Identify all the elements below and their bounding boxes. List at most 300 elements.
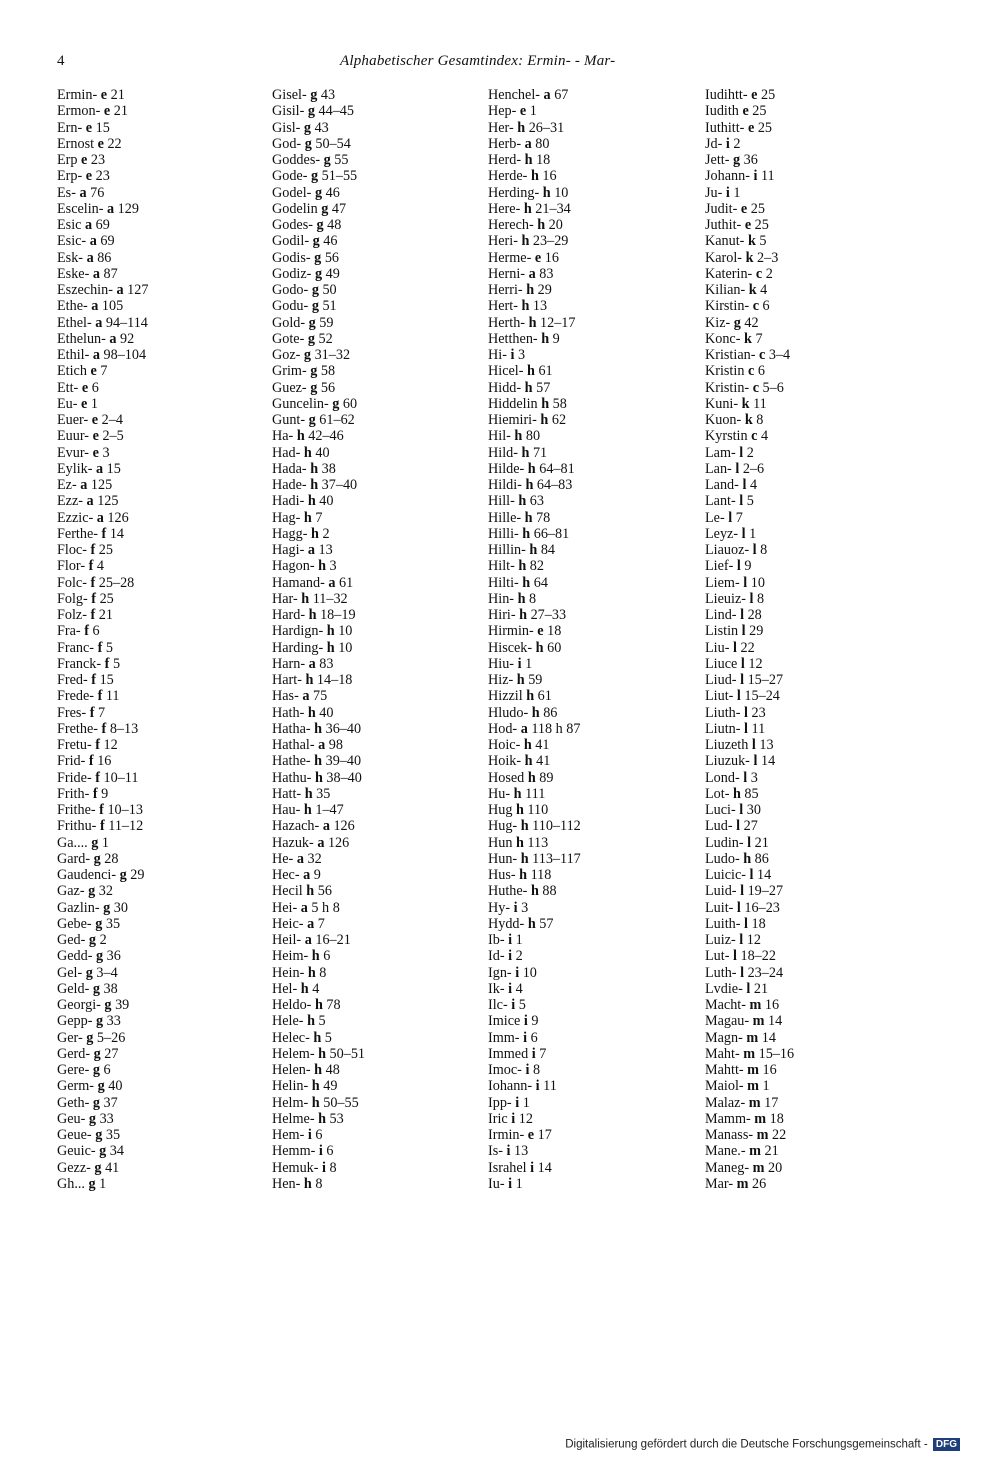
entry-reference: 8 <box>329 1159 337 1176</box>
index-entry <box>705 331 920 347</box>
index-entry <box>272 120 487 136</box>
entry-name: Herd- <box>488 152 522 168</box>
entry-reference: 42 <box>744 314 759 331</box>
entry-name: Fres- <box>57 704 87 721</box>
entry-letter: h <box>732 785 741 802</box>
entry-letter: h <box>513 785 522 802</box>
index-entry <box>705 575 920 591</box>
index-entry <box>57 233 272 249</box>
index-entry <box>488 1030 703 1046</box>
entry-name: Lot- <box>705 785 730 802</box>
entry-name: Her- <box>488 119 514 136</box>
entry-name: Hathal- <box>272 737 315 753</box>
index-entry <box>57 1111 272 1127</box>
entry-letter: f <box>97 639 103 656</box>
entry-letter: l <box>728 509 733 526</box>
index-entry <box>488 412 703 428</box>
index-entry <box>705 851 920 867</box>
index-entry <box>488 152 703 168</box>
entry-letter: f <box>88 753 94 770</box>
entry-reference: 21–34 <box>535 200 571 217</box>
entry-reference: 25 <box>760 87 776 103</box>
entry-name: Liu- <box>705 639 730 656</box>
index-entry <box>705 997 920 1013</box>
entry-reference: 6 <box>762 298 770 315</box>
entry-reference: 6 <box>91 379 99 396</box>
entry-letter: h <box>318 558 326 575</box>
index-column-2 <box>272 87 487 1192</box>
entry-name: Herth- <box>488 314 526 331</box>
index-entry <box>488 835 703 851</box>
entry-name: Jett- <box>705 152 730 168</box>
entry-name: Liuce <box>705 655 738 672</box>
entry-letter: i <box>523 1013 528 1030</box>
entry-name: Ipp- <box>488 1094 512 1111</box>
entry-reference: 21 <box>753 980 769 997</box>
entry-name: Iric <box>488 1110 508 1127</box>
entry-name: Hillin- <box>488 542 526 558</box>
entry-letter: a <box>116 282 124 298</box>
entry-reference: 3 <box>750 769 758 786</box>
index-entry <box>272 688 487 704</box>
index-entry <box>488 916 703 932</box>
index-entry <box>57 1062 272 1078</box>
entry-letter: m <box>749 1143 761 1160</box>
entry-letter: e <box>747 119 755 136</box>
entry-reference: 15–16 <box>758 1045 795 1062</box>
entry-reference: 38 <box>321 460 336 477</box>
entry-name: Liuth- <box>705 704 741 721</box>
entry-letter: h <box>307 704 316 721</box>
entry-letter: c <box>752 298 759 315</box>
entry-reference: 11 <box>760 168 775 185</box>
index-entry <box>57 250 272 266</box>
index-entry <box>272 363 487 379</box>
entry-reference: 92 <box>120 330 135 347</box>
entry-reference: 2 <box>322 525 330 542</box>
index-entry <box>488 250 703 266</box>
entry-reference: 25 <box>98 542 113 558</box>
entry-letter: l <box>740 655 745 672</box>
index-entry <box>57 1160 272 1176</box>
index-entry <box>57 786 272 802</box>
entry-letter: c <box>758 347 766 363</box>
index-entry <box>57 510 272 526</box>
entry-reference: 6 <box>92 623 100 640</box>
index-entry <box>488 753 703 769</box>
entry-letter: g <box>93 850 101 867</box>
entry-letter: l <box>743 769 748 786</box>
entry-name: Malaz- <box>705 1094 746 1111</box>
entry-name: Kristin- <box>705 379 750 396</box>
index-entry <box>272 445 487 461</box>
entry-name: Maiol- <box>705 1078 744 1095</box>
index-entry <box>488 883 703 899</box>
index-entry <box>705 591 920 607</box>
entry-name: Manass- <box>705 1127 754 1143</box>
entry-name: Heim- <box>272 948 309 965</box>
entry-letter: a <box>304 932 312 948</box>
entry-letter: a <box>109 330 117 347</box>
entry-name: Helin- <box>272 1078 309 1095</box>
index-entry <box>57 1030 272 1046</box>
entry-name: Hu- <box>488 785 511 802</box>
index-entry <box>705 1095 920 1111</box>
entry-reference: 51 <box>322 298 337 315</box>
entry-name: Geu- <box>57 1110 86 1127</box>
entry-name: Hilti- <box>488 574 519 591</box>
index-entry <box>57 802 272 818</box>
entry-reference: 15–24 <box>744 688 780 705</box>
entry-reference: 1 <box>749 525 757 542</box>
entry-letter: l <box>739 444 744 461</box>
entry-reference: 11 <box>105 688 120 705</box>
entry-name: Hydd- <box>488 915 525 932</box>
entry-name: Iu- <box>488 1175 505 1192</box>
index-entry <box>705 1143 920 1159</box>
entry-name: Hiu- <box>488 655 515 672</box>
entry-reference: 127 <box>127 282 149 298</box>
entry-letter: m <box>746 1029 759 1046</box>
index-entry <box>272 347 487 363</box>
entry-reference: 12 <box>748 655 763 672</box>
entry-name: Escelin- <box>57 200 104 217</box>
entry-reference: 8 <box>529 590 537 607</box>
entry-name: Hosed <box>488 769 525 786</box>
entry-reference: 62 <box>551 412 567 428</box>
entry-letter: i <box>508 932 513 948</box>
entry-letter: g <box>303 119 312 136</box>
index-entry <box>705 428 920 444</box>
entry-letter: i <box>525 1062 530 1078</box>
entry-reference: 12–17 <box>540 314 576 331</box>
entry-letter: f <box>97 688 103 705</box>
index-entry <box>272 997 487 1013</box>
entry-name: Hille- <box>488 509 522 526</box>
entry-letter: h <box>527 769 536 786</box>
index-entry <box>272 591 487 607</box>
entry-name: Geuic- <box>57 1143 96 1160</box>
index-entry <box>272 981 487 997</box>
entry-reference: 13 <box>759 737 774 753</box>
entry-reference: 50 <box>322 282 337 298</box>
entry-name: Gh... <box>57 1175 85 1192</box>
entry-letter: h <box>318 1110 326 1127</box>
index-entry <box>705 835 920 851</box>
entry-name: Gedd- <box>57 948 93 965</box>
entry-reference: 25 <box>752 103 767 120</box>
index-entry <box>272 607 487 623</box>
entry-letter: g <box>91 834 99 851</box>
index-entry <box>272 802 487 818</box>
entry-name: Heldo- <box>272 997 312 1013</box>
index-entry <box>488 217 703 233</box>
index-entry <box>705 883 920 899</box>
entry-reference: 21 <box>764 1143 779 1160</box>
entry-reference: 86 <box>754 850 769 867</box>
entry-letter: h <box>529 542 538 558</box>
entry-letter: l <box>739 932 744 948</box>
entry-reference: 105 <box>101 298 124 315</box>
entry-name: Fred- <box>57 672 88 688</box>
entry-reference: 14 <box>761 1029 776 1046</box>
entry-name: Guez- <box>272 379 307 396</box>
entry-name: Hazuk- <box>272 834 314 851</box>
index-entry <box>57 623 272 639</box>
entry-name: Iudith <box>705 103 739 120</box>
entry-name: Johann- <box>705 168 750 185</box>
entry-name: Gard- <box>57 850 91 867</box>
index-entry <box>705 201 920 217</box>
entry-reference: 5 <box>324 1029 332 1046</box>
entry-letter: i <box>531 1045 536 1062</box>
entry-reference: 37 <box>103 1094 118 1111</box>
index-entry <box>488 1013 703 1029</box>
entry-letter: g <box>103 899 111 916</box>
index-entry <box>57 380 272 396</box>
index-entry <box>488 363 703 379</box>
index-entry <box>57 1013 272 1029</box>
entry-letter: h <box>314 769 323 786</box>
index-entry <box>705 948 920 964</box>
index-entry <box>488 948 703 964</box>
entry-name: Erp- <box>57 168 83 185</box>
entry-name: Hel- <box>272 980 298 997</box>
entry-reference: 23 <box>95 168 110 185</box>
entry-reference: 29 <box>130 867 145 883</box>
entry-reference: 110 <box>527 802 549 818</box>
index-entry <box>705 87 920 103</box>
footer-text: Digitalisierung gefördert durch die Deutsche Forschungsgemeinschaft - <box>565 1438 928 1451</box>
entry-letter: a <box>96 509 104 526</box>
entry-reference: 8 <box>532 1062 541 1078</box>
entry-reference: 19–27 <box>747 883 784 900</box>
index-entry <box>705 1078 920 1094</box>
entry-reference: 87 <box>103 265 118 282</box>
entry-reference: 50–54 <box>315 135 351 152</box>
entry-name: Hug- <box>488 818 518 835</box>
entry-name: Ezzic- <box>57 509 94 526</box>
entry-name: Ern- <box>57 119 83 136</box>
entry-reference: 11–32 <box>312 590 348 607</box>
entry-reference: 3–4 <box>96 964 118 981</box>
entry-name: Godel- <box>272 184 312 201</box>
entry-name: Goddes- <box>272 152 321 168</box>
entry-name: Hi- <box>488 347 507 363</box>
entry-reference: 29 <box>537 282 552 298</box>
index-entry <box>488 1143 703 1159</box>
entry-letter: g <box>95 1127 103 1143</box>
entry-letter: l <box>741 623 746 640</box>
index-entry <box>488 672 703 688</box>
entry-reference: 43 <box>314 119 329 136</box>
index-entry <box>488 640 703 656</box>
index-entry <box>705 461 920 477</box>
entry-reference: 60 <box>342 395 358 412</box>
index-entry <box>705 266 920 282</box>
entry-letter: h <box>314 1062 323 1078</box>
entry-name: Hadi- <box>272 493 305 510</box>
entry-name: God- <box>272 135 302 152</box>
entry-reference: 78 <box>536 509 551 526</box>
index-entry <box>705 542 920 558</box>
index-entry <box>705 380 920 396</box>
entry-letter: g <box>314 184 323 201</box>
index-entry <box>272 493 487 509</box>
entry-letter: g <box>323 152 331 168</box>
index-entry <box>488 103 703 119</box>
entry-reference: 35 <box>105 915 121 932</box>
index-entry <box>57 347 272 363</box>
entry-letter: i <box>511 997 516 1013</box>
entry-name: Ez- <box>57 477 77 493</box>
entry-reference: 1 <box>762 1078 770 1095</box>
entry-name: Mar- <box>705 1175 734 1192</box>
entry-letter: m <box>736 1175 749 1192</box>
entry-letter: e <box>81 379 89 396</box>
entry-reference: 21 <box>113 103 128 120</box>
entry-name: Hard- <box>272 607 306 623</box>
entry-name: Listin <box>705 623 739 640</box>
entry-name: Konc- <box>705 330 741 347</box>
index-entry <box>57 461 272 477</box>
index-entry <box>272 412 487 428</box>
entry-name: Juthit- <box>705 217 742 233</box>
index-entry <box>488 168 703 184</box>
entry-letter: f <box>92 785 98 802</box>
entry-letter: f <box>101 720 107 737</box>
entry-letter: i <box>511 1110 516 1127</box>
entry-reference: 23 <box>751 704 766 721</box>
entry-name: Fra- <box>57 623 81 640</box>
entry-reference: 13 <box>514 1143 529 1160</box>
entry-name: Immed <box>488 1045 529 1062</box>
index-entry <box>488 721 703 737</box>
index-entry <box>272 1062 487 1078</box>
index-entry <box>272 883 487 899</box>
entry-reference: 88 <box>542 883 557 900</box>
entry-name: Katerin- <box>705 265 753 282</box>
entry-letter: h <box>516 672 525 688</box>
entry-reference: 1 <box>733 184 741 201</box>
entry-name: Gisel- <box>272 87 307 103</box>
entry-reference: 26 <box>752 1175 767 1192</box>
entry-reference: 14 <box>109 525 124 542</box>
entry-name: Frithu- <box>57 818 97 835</box>
entry-name: Kristian- <box>705 347 756 363</box>
entry-letter: h <box>514 428 523 445</box>
entry-letter: i <box>753 168 758 185</box>
entry-name: Hiz- <box>488 672 514 688</box>
index-entry <box>488 770 703 786</box>
index-entry <box>272 770 487 786</box>
index-entry <box>57 705 272 721</box>
entry-name: Lvdie- <box>705 980 743 997</box>
entry-reference: 51–55 <box>321 168 358 185</box>
entry-letter: l <box>739 802 744 818</box>
entry-reference: 8 <box>319 964 327 981</box>
entry-reference: 5–26 <box>96 1029 126 1046</box>
entry-reference: 7 <box>755 330 763 347</box>
index-entry <box>57 965 272 981</box>
index-entry <box>488 900 703 916</box>
entry-name: Hizzil <box>488 688 523 705</box>
entry-letter: a <box>300 899 308 916</box>
index-entry <box>488 965 703 981</box>
index-entry <box>272 705 487 721</box>
entry-name: Irmin- <box>488 1127 525 1143</box>
entry-letter: h <box>524 753 533 770</box>
entry-letter: h <box>530 168 539 185</box>
entry-reference: 64–83 <box>536 477 573 493</box>
index-entry <box>272 672 487 688</box>
entry-name: Heic- <box>272 915 304 932</box>
entry-reference: 3 <box>521 899 529 916</box>
index-entry <box>272 786 487 802</box>
entry-name: Kyrstin <box>705 428 748 445</box>
entry-reference: 14 <box>768 1013 783 1030</box>
index-entry <box>272 266 487 282</box>
entry-reference: 17 <box>537 1127 552 1143</box>
index-entry <box>705 363 920 379</box>
entry-letter: f <box>89 704 95 721</box>
entry-name: Hemm- <box>272 1143 316 1160</box>
entry-name: Hart- <box>272 672 302 688</box>
index-entry <box>272 380 487 396</box>
entry-reference: 7 <box>539 1045 547 1062</box>
entry-name: Georgi- <box>57 997 101 1013</box>
entry-name: Herri- <box>488 282 523 298</box>
entry-letter: g <box>314 249 322 266</box>
entry-name: Hathe- <box>272 753 311 770</box>
entry-letter: l <box>741 525 746 542</box>
entry-reference: 1 <box>525 655 533 672</box>
entry-name: Kilian- <box>705 282 746 298</box>
index-entry <box>57 688 272 704</box>
entry-name: Imice <box>488 1013 521 1030</box>
entry-letter: i <box>307 1127 312 1143</box>
entry-name: Ermon- <box>57 103 101 120</box>
index-entry <box>488 266 703 282</box>
entry-letter: h <box>524 152 533 168</box>
entry-letter: a <box>528 265 536 282</box>
entry-letter: h <box>743 850 752 867</box>
entry-reference: 6 <box>757 363 765 380</box>
entry-name: He- <box>272 850 294 867</box>
entry-reference: 53 <box>329 1110 344 1127</box>
entry-name: Godo- <box>272 282 309 298</box>
entry-reference: 59 <box>319 314 334 331</box>
entry-name: Franck- <box>57 655 102 672</box>
entry-letter: h <box>303 444 312 461</box>
entry-letter: m <box>749 997 762 1013</box>
index-entry <box>488 818 703 834</box>
entry-reference: 49 <box>323 1078 338 1095</box>
entry-letter: c <box>755 265 763 282</box>
entry-reference: 118 <box>530 867 552 883</box>
entry-reference: 40 <box>315 444 330 461</box>
entry-letter: m <box>747 1078 759 1095</box>
entry-name: Eszechin- <box>57 282 113 298</box>
entry-name: Lieuiz- <box>705 590 746 607</box>
entry-name: Lant- <box>705 493 736 510</box>
entry-name: Hilt- <box>488 558 515 575</box>
entry-name: Liuzuk- <box>705 753 750 770</box>
entry-letter: h <box>318 1045 326 1062</box>
entry-reference: 18 <box>769 1110 784 1127</box>
entry-letter: m <box>752 1013 765 1030</box>
index-entry <box>57 103 272 119</box>
